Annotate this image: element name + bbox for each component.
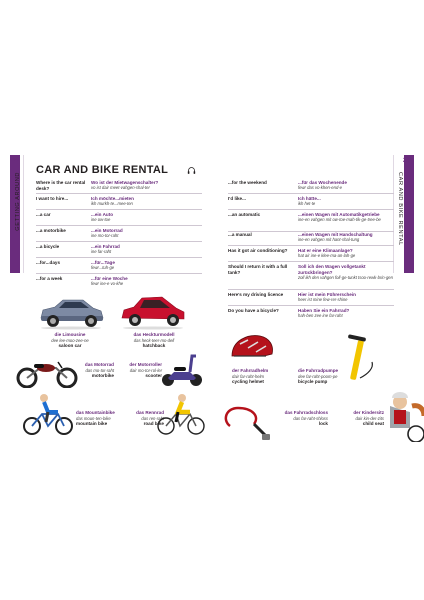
caption-de: der Motorroller [129, 362, 162, 367]
phrase-en: ...for...days [36, 260, 60, 265]
phrase-pronunciation: ine ow-toe [91, 217, 111, 222]
divider [228, 245, 394, 246]
caption-en: hatchback [142, 342, 166, 348]
phrase-pronunciation: ikh murkh-te...mee-ten [91, 201, 133, 206]
divider [228, 193, 394, 194]
phrase-en: Should I return it with a full tank? [228, 264, 288, 275]
phrase-pronunciation: ikh het-te [298, 201, 316, 206]
phrase-en: I'd like... [228, 196, 246, 201]
mountain-bike-illustration [22, 392, 74, 436]
caption-en: lock [318, 420, 328, 426]
phrase-de: ...für...Tage [91, 260, 115, 265]
phrase-de: ...einen Wagen mit Automatikgetriebe [298, 212, 380, 217]
phrase-pronunciation: hah-ben zee ine far-raht [298, 313, 343, 318]
caption-pronunciation: das far-raht-shloss [293, 415, 328, 421]
caption-en: motorbike [91, 372, 114, 378]
phrase-pronunciation: ine-en vahgen mit ow-toe-mah-tik-ge-tree-be [298, 217, 381, 222]
caption-de: das Rennrad [136, 410, 164, 415]
hatchback-illustration [118, 292, 188, 330]
saloon-car-illustration [37, 294, 105, 330]
caption-pronunciation: das ren-raht [141, 415, 164, 421]
phrase-pronunciation: fewr...tuh-ge [91, 265, 115, 270]
divider [228, 305, 394, 306]
phrase-en: Do you have a bicycle? [228, 308, 279, 313]
caption-pronunciation: das mo-tor-raht [85, 367, 114, 373]
phrase-pronunciation: zoll ikh den vahgen foll-ge-tunkt tsoo-rewk-brin-gen [298, 275, 393, 280]
phrase-pronunciation: ine mo-tor-raht [91, 233, 119, 238]
phrase-de: Soll ich den Wagen vollgetankt zurückbringen? [298, 264, 366, 275]
phrase-pronunciation: fewr ine-e vo-khe [91, 281, 124, 286]
headphones-icon [187, 162, 196, 171]
phrase-en: ...an automatic [228, 212, 261, 217]
phrase-pronunciation: vo ist dair meet-vahgen-shal-ter [91, 185, 150, 190]
road-bike-illustration [156, 392, 206, 436]
phrase-de: ...einen Wagen mit Handschaltung [298, 232, 373, 237]
page-title: CAR AND BIKE RENTAL [36, 164, 169, 176]
phrase-de: Ich hätte... [298, 196, 321, 201]
phrase-de: Hat er eine Klimaanlage? [298, 248, 353, 253]
equipment-caption [274, 410, 328, 426]
phrase-pronunciation: hat air ine-e klee-ma-an-lah-ge [298, 253, 356, 258]
caption-en: cycling helmet [232, 378, 264, 384]
right-section-tab [404, 155, 414, 273]
phrase-en: ...a manual [228, 232, 252, 237]
phrase-en: Here's my driving licence [228, 292, 284, 297]
phrase-en: ...a bicycle [36, 244, 60, 249]
caption-de: das Heckturmodell [133, 332, 175, 337]
phrase-pronunciation: ine-en vahgen mit hant-shal-tung [298, 237, 360, 242]
caption-pronunciation: dee lee-moo-zee-ne [51, 337, 89, 343]
caption-pronunciation: dee far-raht-poom-pe [298, 373, 338, 379]
phrase-pronunciation: heer ist mine few-rer-shine [298, 297, 348, 302]
equipment-caption [232, 368, 292, 384]
left-page-number: 22 [13, 158, 20, 164]
divider [36, 193, 202, 194]
caption-pronunciation: das moun-ten-bike [76, 415, 111, 421]
caption-en: child seat [362, 420, 384, 426]
phrase-en: ...for the weekend [228, 180, 267, 185]
divider [228, 261, 394, 262]
phrase-en: ...a motorbike [36, 228, 66, 233]
caption-pronunciation: dair kin-der-zits [355, 415, 384, 421]
phrase-de: ...für eine Woche [91, 276, 128, 281]
equipment-caption [332, 410, 384, 426]
vehicle-caption [124, 332, 184, 348]
phrase-de: ...für das Wochenende [298, 180, 347, 185]
left-page-margin-rule [23, 155, 24, 273]
left-section-label: GETTING AROUND [15, 172, 21, 231]
divider [36, 273, 202, 274]
phrase-en: I want to hire... [36, 196, 69, 201]
caption-en: bicycle pump [298, 378, 328, 384]
caption-pronunciation: dair mo-tor-rol-ler [129, 367, 162, 373]
divider [36, 209, 202, 210]
caption-en: road bike [143, 420, 164, 426]
divider [36, 225, 202, 226]
caption-en: scooter [145, 372, 162, 378]
caption-de: das Fahrradschloss [284, 410, 328, 415]
bike-lock-illustration [220, 402, 274, 444]
phrase-pronunciation: ine far-raht [91, 249, 112, 254]
right-section-label: CAR AND BIKE RENTAL [397, 172, 403, 246]
caption-de: der Fahrradhelm [232, 368, 269, 373]
cycling-helmet-illustration [228, 330, 276, 366]
phrase-en: ...for a week [36, 276, 63, 281]
phrase-de: Wo ist der Mietwagenschalter? [91, 180, 159, 185]
right-page-number: 23 [403, 158, 410, 164]
phrase-de: ...ein Fahrrad [91, 244, 120, 249]
phrase-pronunciation: fewr das vo-khen-end-e [298, 185, 342, 190]
phrase-de: ...ein Motorrad [91, 228, 123, 233]
phrase-de: Hier ist mein Führerschein [298, 292, 356, 297]
phrase-de: ...ein Auto [91, 212, 114, 217]
caption-en: saloon car [58, 342, 82, 348]
caption-en: mountain bike [76, 420, 108, 426]
phrase-en: ...a car [36, 212, 51, 217]
caption-pronunciation: dair far-raht-helm [232, 373, 265, 379]
phrase-en: Where is the car rental desk? [36, 180, 86, 191]
equipment-caption [298, 368, 358, 384]
caption-de: das Mountainbike [76, 410, 115, 415]
caption-pronunciation: das heck-teer-mo-dell [133, 337, 175, 343]
scooter-illustration [160, 350, 204, 388]
phrase-en: Has it got air conditioning? [228, 248, 288, 253]
child-seat-illustration [384, 386, 424, 442]
divider [36, 257, 202, 258]
caption-de: das Motorrad [84, 362, 114, 367]
phrase-de: Ich möchte...mieten [91, 196, 134, 201]
vehicle-caption [40, 332, 100, 348]
divider [228, 289, 394, 290]
caption-de: die Limousine [54, 332, 86, 337]
vehicle-caption [62, 362, 114, 378]
vehicle-caption [112, 362, 162, 378]
divider [36, 241, 202, 242]
caption-de: die Fahrradpumpe [298, 368, 339, 373]
caption-de: der Kindersitz [353, 410, 384, 415]
phrase-de: Haben Sie ein Fahrrad? [298, 308, 350, 313]
divider [228, 209, 394, 210]
